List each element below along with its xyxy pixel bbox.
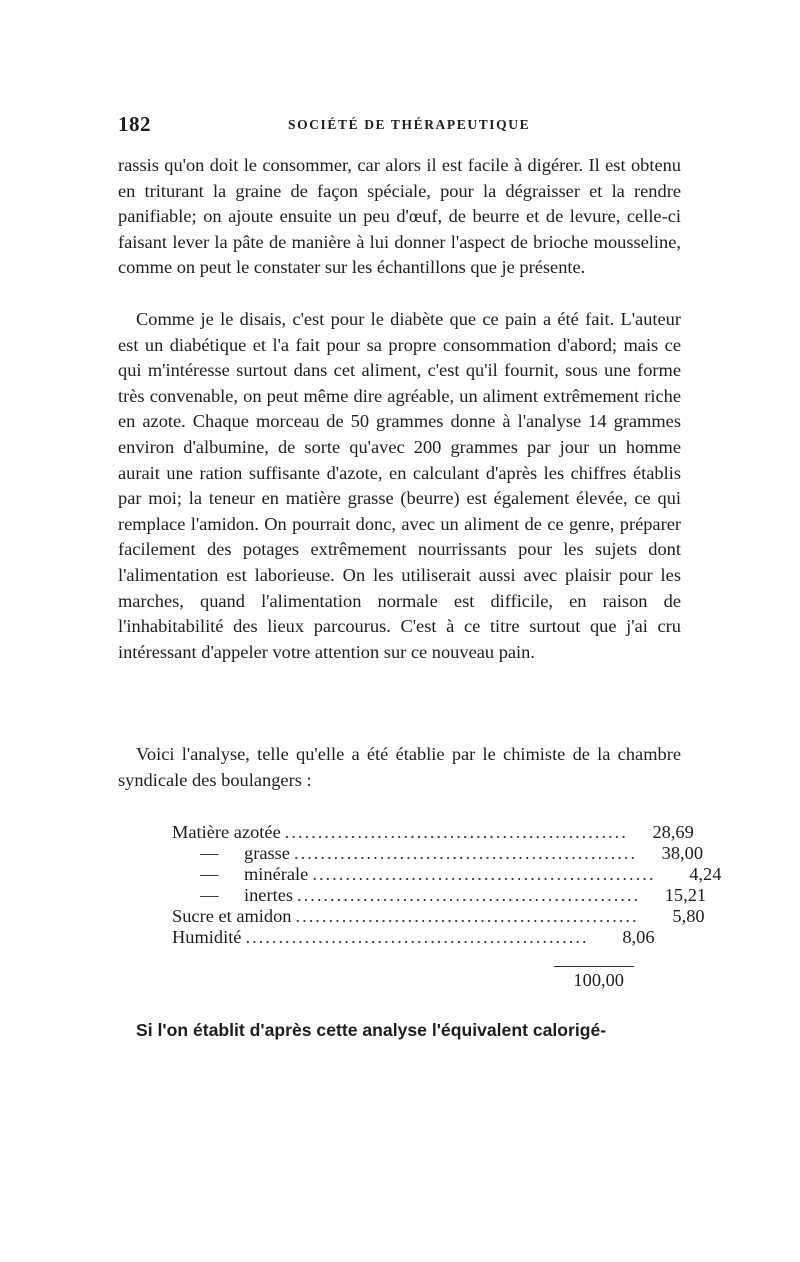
dot-leader: .................................................... xyxy=(245,927,589,947)
row-label: Matière azotée xyxy=(172,822,281,842)
row-value: 4,24 xyxy=(689,864,722,884)
row-label-group xyxy=(172,885,293,906)
row-label: grasse xyxy=(244,843,290,863)
paragraph-3: Voici l'analyse, telle qu'elle a été établie par le chimiste de la chambre syndicale des boulangers : xyxy=(118,744,681,790)
row-label: Humidité xyxy=(172,927,242,947)
page-header xyxy=(118,112,681,142)
row-value: 8,06 xyxy=(622,927,655,947)
page-number: 182 xyxy=(118,112,151,136)
paragraph-4: Si l'on établit d'après cette analyse l'équivalent calorigé- xyxy=(136,1020,607,1040)
analysis-row xyxy=(172,843,704,864)
analysis-row xyxy=(172,906,705,927)
row-label: Sucre et amidon xyxy=(172,906,292,926)
dot-leader: .................................................... xyxy=(312,864,656,884)
row-label: minérale xyxy=(244,864,309,884)
ditto-dash: — xyxy=(200,843,219,863)
row-label-group xyxy=(172,864,308,885)
ditto-dash: — xyxy=(200,864,219,884)
sum-rule xyxy=(554,966,634,967)
row-label: inertes xyxy=(244,885,294,905)
dot-leader: .................................................... xyxy=(297,885,641,905)
running-head: SOCIÉTÉ DE THÉRAPEUTIQUE xyxy=(288,117,531,132)
row-label-group xyxy=(172,843,290,864)
ditto-dash: — xyxy=(200,885,219,905)
analysis-table xyxy=(172,822,722,948)
analysis-row xyxy=(172,864,722,885)
dot-leader: .................................................... xyxy=(295,906,639,926)
analysis-total: 100,00 xyxy=(573,970,624,990)
row-value: 15,21 xyxy=(664,885,707,905)
dot-leader: .................................................... xyxy=(284,822,628,842)
analysis-row xyxy=(172,927,655,948)
dot-leader: .................................................... xyxy=(293,843,638,863)
paragraph-1: rassis qu'on doit le consommer, car alors il est facile à digérer. Il est obtenu en triturant la graine de façon spéciale, pour la dégraisser et la rendre panifiable; on ajoute ensuite un peu d'œuf, de beurre et de levure, celle-ci faisant lever la pâte de manière à lui donner l'aspect de brioche mousseline, comme on peut le constater sur les échantillons que je présente. xyxy=(118,155,681,278)
row-value: 28,69 xyxy=(652,822,694,842)
analysis-row xyxy=(172,822,694,843)
row-value: 5,80 xyxy=(672,906,705,926)
row-value: 38,00 xyxy=(661,843,704,863)
paragraph-2: Comme je le disais, c'est pour le diabète que ce pain a été fait. L'auteur est un diabétique et l'a fait pour sa propre consommation d'abord; mais ce qui m'intéresse surtout dans cet aliment, c'est qu'il fournit, sous une forme très convenable, on peut même dire agréable, un aliment extrêmement riche en azote. Chaque morceau de 50 grammes donne à l'analyse 14 grammes environ d'albumine, de sorte qu'avec 200 grammes par jour un homme aurait une ration suffisante d'azote, en calculant d'après les chiffres établis par moi; la teneur en matière grasse (beurre) est également élevée, ce qui remplace l'amidon. On pourrait donc, avec un aliment de ce genre, préparer facilement des potages extrêmement nourrissants pour les sujets dont l'alimentation est laborieuse. On les utiliserait aussi avec plaisir pour les marches, quand l'alimentation normale est difficile, en raison de l'inhabitabilité des lieux parcourus. C'est à ce titre surtout que j'ai cru intéressant d'appeler votre attention sur ce nouveau pain. xyxy=(118,309,681,662)
analysis-row xyxy=(172,885,707,906)
